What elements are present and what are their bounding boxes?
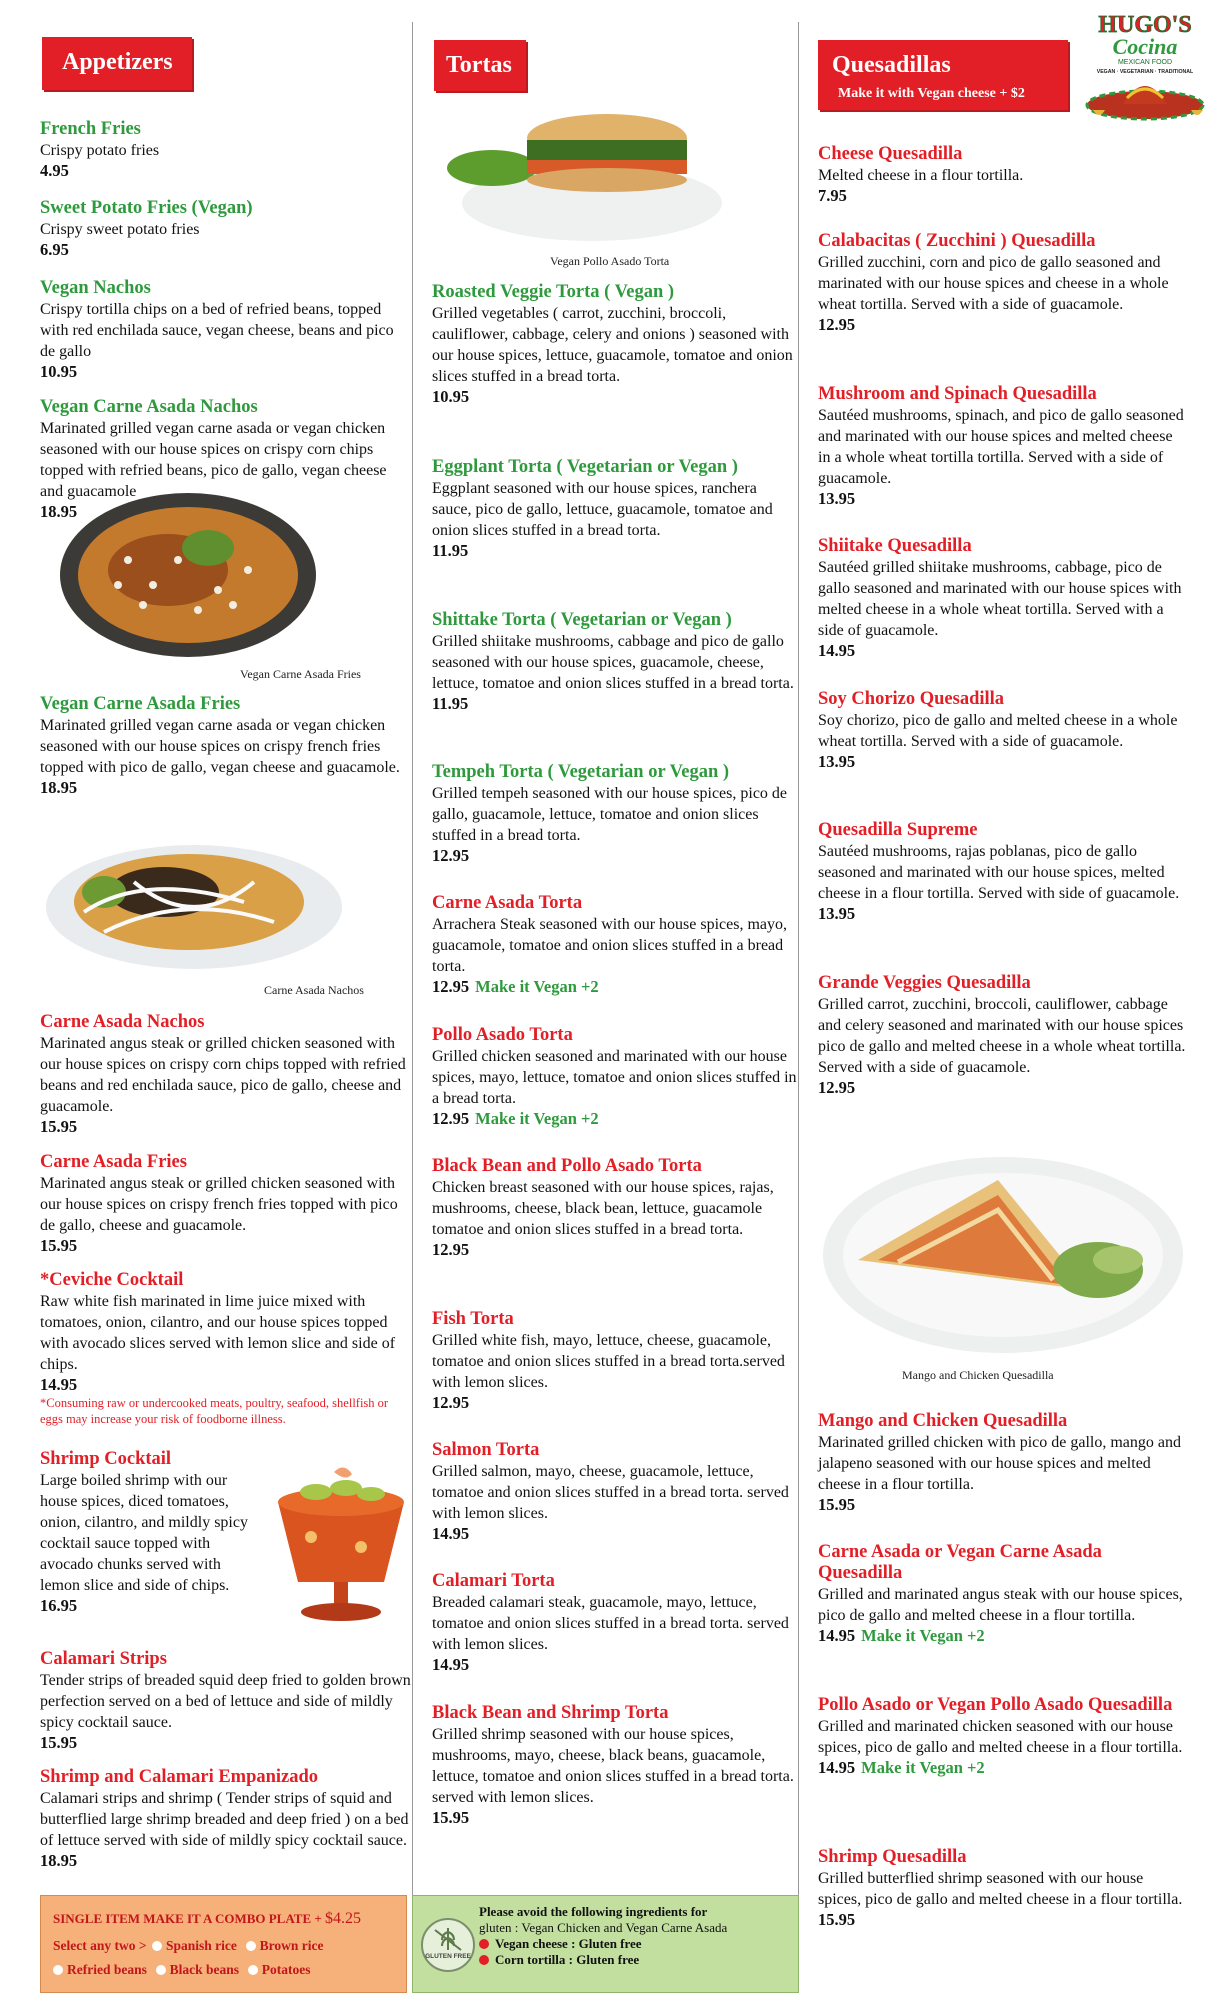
item-desc: Marinated grilled vegan carne asada or vegan chicken seasoned with our house spices on crispy corn chips topped with refried beans, pico de gallo, vegan cheese and guacamole [40, 420, 387, 500]
item-desc: Soy chorizo, pico de gallo and melted cheese in a whole wheat tortilla. Served with a side of guacamole. [818, 712, 1178, 750]
item-name: Salmon Torta [432, 1440, 540, 1460]
gluten-free-badge-text: GLUTEN FREE [425, 1953, 471, 1960]
item-name: Pollo Asado Torta [432, 1025, 573, 1045]
red-bullet-icon [479, 1955, 489, 1965]
item-price: 14.95 [818, 1626, 856, 1645]
menu-item [432, 1156, 800, 1260]
menu-item [40, 1012, 412, 1137]
item-desc: Melted cheese in a flour tortilla. [818, 167, 1024, 184]
combo-options-row-2 [53, 1962, 311, 1978]
item-name: Quesadilla Supreme [818, 820, 978, 840]
item-name: Shrimp Cocktail [40, 1449, 172, 1469]
menu-item [432, 762, 800, 866]
item-price: 15.95 [40, 1733, 78, 1752]
item-desc: Large boiled shrimp with our house spices, diced tomatoes, onion, cilantro, and mildly spicy cocktail sauce topped with avocado chunks served with lemon slice and side of chips. [40, 1472, 248, 1594]
tortas-title: Tortas [446, 52, 512, 78]
item-price: 14.95 [40, 1375, 78, 1394]
menu-item [40, 1767, 412, 1871]
menu-item [40, 1152, 412, 1256]
menu-item [432, 1025, 800, 1129]
item-price: 11.95 [432, 541, 469, 560]
item-name: Pollo Asado or Vegan Pollo Asado Quesadilla [818, 1695, 1173, 1715]
gluten-bullet [479, 1952, 789, 1968]
item-desc: Chicken breast seasoned with our house spices, rajas, mushrooms, cheese, black bean, lettuce, guacamole tomatoe and onion slices stuffed in a bread torta. [432, 1179, 774, 1238]
gluten-bullet [479, 1936, 789, 1952]
menu-item [818, 536, 1188, 661]
item-desc: Tender strips of breaded squid deep fried to golden brown perfection served on a bed of lettuce and side of mildly spicy cocktail sauce. [40, 1672, 411, 1731]
item-price: 10.95 [432, 387, 470, 406]
menu-item [432, 1703, 800, 1828]
menu-item [818, 689, 1188, 772]
item-name: Cheese Quesadilla [818, 144, 963, 164]
logo-categories: VEGAN · VEGETARIAN · TRADITIONAL [1096, 69, 1194, 75]
item-desc: Grilled butterflied shrimp seasoned with our house spices, pico de gallo and melted cheese in a flour tortilla. [818, 1870, 1183, 1908]
quesadillas-banner [818, 40, 1068, 110]
item-price: 14.95 [432, 1524, 470, 1543]
item-desc: Crispy tortilla chips on a bed of refried beans, topped with red enchilada sauce, vegan cheese, beans and pico de gallo [40, 301, 394, 360]
item-name: Roasted Veggie Torta ( Vegan ) [432, 282, 675, 302]
item-desc: Marinated grilled chicken with pico de gallo, mango and jalapeno seasoned with our house spices and melted cheese in a flour tortilla. [818, 1434, 1181, 1493]
item-desc: Eggplant seasoned with our house spices, ranchera sauce, pico de gallo, lettuce, guacamole, tomatoe and onion slices stuffed in a bread torta. [432, 480, 773, 539]
menu-item [40, 119, 412, 181]
item-name: Carne Asada Nachos [40, 1012, 205, 1032]
item-name: Shrimp and Calamari Empanizado [40, 1767, 319, 1787]
mango-chicken-quesadilla-photo [818, 1150, 1188, 1360]
item-desc: Calamari strips and shrimp ( Tender strips of squid and butterflied large shrimp breaded and deep fried ) on a bed of lettuce served with side of mildly spicy cocktail sauce. [40, 1790, 409, 1849]
photo-caption: Vegan Pollo Asado Torta [550, 254, 670, 268]
gluten-free-icon [421, 1918, 475, 1972]
item-name: Tempeh Torta ( Vegetarian or Vegan ) [432, 762, 730, 782]
item-price: 4.95 [40, 161, 69, 180]
menu-item [818, 973, 1188, 1098]
item-desc: Grilled zucchini, corn and pico de gallo seasoned and marinated with our house spices and cheese in a whole wheat tortilla. Served with a side of guacamole. [818, 254, 1169, 313]
quesadillas-title: Quesadillas [832, 52, 951, 78]
photo-caption: Mango and Chicken Quesadilla [902, 1368, 1054, 1382]
menu-item [40, 1270, 412, 1427]
item-name: Soy Chorizo Quesadilla [818, 689, 1005, 709]
item-price: 12.95 [432, 1393, 470, 1412]
item-price: 12.95 [818, 1078, 856, 1097]
option-bullet-icon [53, 1965, 63, 1975]
gluten-bullet-text: Corn tortilla : Gluten free [495, 1952, 640, 1967]
quesadillas-subtitle: Make it with Vegan cheese + $2 [838, 86, 1025, 101]
gluten-text [479, 1904, 789, 1968]
item-desc: Grilled shiitake mushrooms, cabbage and pico de gallo seasoned with our house spices, guacamole, cheese, lettuce, tomatoe and onion slices stuffed in a bread torta. [432, 633, 794, 692]
logo-subtitle: Cocina [1112, 34, 1178, 59]
combo-heading [53, 1910, 361, 1928]
item-name: Vegan Carne Asada Nachos [40, 397, 258, 417]
make-it-vegan: Make it Vegan +2 [475, 977, 599, 996]
item-desc: Grilled salmon, mayo, cheese, guacamole, lettuce, tomatoe and onion slices stuffed in a bread torta. served with lemon slices. [432, 1463, 789, 1522]
item-price: 14.95 [432, 1655, 470, 1674]
combo-option: Potatoes [261, 1962, 311, 1977]
item-price: 18.95 [40, 778, 78, 797]
item-name: Carne Asada Fries [40, 1152, 187, 1172]
logo-tagline: MEXICAN FOOD [1117, 59, 1173, 66]
menu-item [432, 1309, 800, 1413]
item-desc: Grilled and marinated chicken seasoned with our house spices, pico de gallo and melted cheese in a flour tortilla. [818, 1718, 1183, 1756]
carne-asada-nachos-photo [44, 832, 344, 972]
combo-option: Brown rice [259, 1938, 324, 1953]
item-price: 7.95 [818, 186, 847, 205]
item-name: Vegan Nachos [40, 278, 151, 298]
item-name: Carne Asada or Vegan Carne Asada Quesadilla [818, 1542, 1102, 1583]
appetizers-title: Appetizers [62, 49, 173, 75]
item-price: 12.95 [432, 977, 470, 996]
item-price: 15.95 [40, 1117, 78, 1136]
red-bullet-icon [479, 1939, 489, 1949]
item-price: 10.95 [40, 362, 78, 381]
item-desc: Sautéed mushrooms, spinach, and pico de gallo seasoned and marinated with our house spices and melted cheese in a whole wheat tortilla tortilla. Served with a side of guacamole. [818, 407, 1184, 487]
item-desc: Arrachera Steak seasoned with our house spices, mayo, guacamole, tomatoe and onion slices stuffed in a bread torta. [432, 916, 787, 975]
menu-item [432, 610, 800, 714]
option-bullet-icon [156, 1965, 166, 1975]
photo-caption: Carne Asada Nachos [264, 983, 364, 997]
item-desc: Grilled white fish, mayo, lettuce, cheese, guacamole, tomatoe and onion slices stuffed in a bread torta.served with lemon slices. [432, 1332, 785, 1391]
menu-item [818, 1542, 1188, 1646]
item-name: Calabacitas ( Zucchini ) Quesadilla [818, 231, 1096, 251]
item-price: 13.95 [818, 489, 856, 508]
make-it-vegan: Make it Vegan +2 [861, 1626, 985, 1645]
make-it-vegan: Make it Vegan +2 [475, 1109, 599, 1128]
combo-heading-text: SINGLE ITEM MAKE IT A COMBO PLATE + [53, 1911, 322, 1926]
vegan-pollo-asado-torta-photo [432, 108, 732, 248]
shrimp-cocktail-photo [266, 1462, 416, 1624]
menu-item [432, 1571, 800, 1675]
item-price: 12.95 [432, 1240, 470, 1259]
combo-option: Refried beans [67, 1962, 147, 1977]
gluten-free-box [412, 1895, 799, 1993]
logo-title: HUGO'S [1098, 12, 1192, 38]
item-desc: Grilled and marinated angus steak with our house spices, pico de gallo and melted cheese in a flour tortilla. [818, 1586, 1183, 1624]
item-name: Grande Veggies Quesadilla [818, 973, 1031, 993]
item-name: Eggplant Torta ( Vegetarian or Vegan ) [432, 457, 738, 477]
menu-item [432, 893, 800, 997]
item-desc: Grilled tempeh seasoned with our house spices, pico de gallo, guacamole, lettuce, tomatoe and onion slices stuffed in a bread torta. [432, 785, 788, 844]
make-it-vegan: Make it Vegan +2 [861, 1758, 985, 1777]
item-price: 14.95 [818, 641, 856, 660]
menu-item [40, 1649, 412, 1753]
item-desc: Sautéed grilled shiitake mushrooms, cabbage, pico de gallo seasoned and marinated with our house spices with melted cheese in a whole wheat tortilla. Served with a side of guacamole. [818, 559, 1182, 639]
menu-item [818, 384, 1188, 509]
combo-options-row-1 [53, 1938, 323, 1954]
item-price: 12.95 [818, 315, 856, 334]
item-price: 15.95 [818, 1910, 856, 1929]
item-name: Vegan Carne Asada Fries [40, 694, 241, 714]
item-name: Shittake Torta ( Vegetarian or Vegan ) [432, 610, 732, 630]
option-bullet-icon [248, 1965, 258, 1975]
option-bullet-icon [246, 1941, 256, 1951]
gluten-line-2: gluten : Vegan Chicken and Vegan Carne Asada [479, 1920, 728, 1935]
item-price: 15.95 [40, 1236, 78, 1255]
item-price: 15.95 [818, 1495, 856, 1514]
item-name: Mushroom and Spinach Quesadilla [818, 384, 1097, 404]
combo-option: Spanish rice [165, 1938, 237, 1953]
item-desc: Grilled shrimp seasoned with our house spices, mushrooms, mayo, cheese, black beans, guacamole, lettuce, tomatoe and onion slices stuffed in a bread torta. served with lemon slices. [432, 1726, 794, 1806]
item-price: 18.95 [40, 502, 78, 521]
item-desc: Marinated angus steak or grilled chicken seasoned with our house spices on crispy french fries topped with pico de gallo, cheese and guacamole. [40, 1175, 398, 1234]
item-desc: Sautéed mushrooms, rajas poblanas, pico de gallo seasoned and marinated with our house spices, melted cheese in a flour tortilla. Served with side of guacamole. [818, 843, 1180, 902]
menu-item [40, 198, 412, 260]
item-name: French Fries [40, 119, 141, 139]
item-desc: Grilled carrot, zucchini, broccoli, cauliflower, cabbage and celery seasoned and marinated with our house spices pico de gallo and melted cheese in a whole wheat tortilla. Served with a side of guacamole. [818, 996, 1186, 1076]
appetizers-banner [42, 37, 192, 90]
menu-item [432, 457, 800, 561]
item-price: 12.95 [432, 846, 470, 865]
item-price: 14.95 [818, 1758, 856, 1777]
foodborne-illness-note: *Consuming raw or undercooked meats, poultry, seafood, shellfish or eggs may increase your risk of foodborne illness. [40, 1396, 389, 1426]
menu-item [40, 278, 412, 382]
item-name: Calamari Torta [432, 1571, 555, 1591]
combo-select-label: Select any two > [53, 1938, 147, 1953]
item-name: Black Bean and Pollo Asado Torta [432, 1156, 702, 1176]
item-name: Fish Torta [432, 1309, 514, 1329]
menu-item [432, 1440, 800, 1544]
item-price: 13.95 [818, 752, 856, 771]
menu-item [818, 1847, 1188, 1930]
menu-item [818, 231, 1188, 335]
item-desc: Grilled vegetables ( carrot, zucchini, broccoli, cauliflower, cabbage, celery and onions ) seasoned with our house spices, lettuce, guacamole, tomatoe and onion slices stuffed in a bread torta. [432, 305, 793, 385]
item-desc: Crispy potato fries [40, 142, 160, 159]
item-name: Mango and Chicken Quesadilla [818, 1411, 1068, 1431]
menu-item [40, 694, 412, 798]
item-desc: Marinated grilled vegan carne asada or vegan chicken seasoned with our house spices on crispy french fries topped with pico de gallo, vegan cheese and guacamole. [40, 717, 400, 776]
item-name: Calamari Strips [40, 1649, 167, 1669]
combo-plate-box [40, 1895, 407, 1993]
menu-item [40, 1449, 262, 1616]
option-bullet-icon [152, 1941, 162, 1951]
item-price: 18.95 [40, 1851, 78, 1870]
item-name: Shrimp Quesadilla [818, 1847, 967, 1867]
item-price: 6.95 [40, 240, 69, 259]
combo-price: $4.25 [325, 1910, 362, 1927]
menu-item [818, 1695, 1188, 1778]
gluten-line-1: Please avoid the following ingredients for [479, 1904, 708, 1919]
item-price: 11.95 [432, 694, 469, 713]
column-divider [412, 22, 413, 1972]
menu-item [818, 820, 1188, 924]
item-desc: Marinated angus steak or grilled chicken seasoned with our house spices on crispy corn chips topped with refried beans and red enchilada sauce, pico de gallo, cheese and guacamole. [40, 1035, 406, 1115]
item-price: 16.95 [40, 1596, 78, 1615]
menu-item [818, 1411, 1188, 1515]
menu-item [818, 144, 1188, 206]
menu-item [432, 282, 800, 407]
item-price: 15.95 [432, 1808, 470, 1827]
item-desc: Grilled chicken seasoned and marinated with our house spices, mayo, lettuce, tomatoe and onion slices stuffed in a bread torta. [432, 1048, 797, 1107]
item-price: 12.95 [432, 1109, 470, 1128]
item-desc: Raw white fish marinated in lime juice mixed with tomatoes, onion, cilantro, and our house spices topped with avocado slices served with lemon slice and side of chips. [40, 1293, 396, 1373]
item-price: 13.95 [818, 904, 856, 923]
photo-caption: Vegan Carne Asada Fries [240, 667, 361, 681]
item-name: *Ceviche Cocktail [40, 1270, 184, 1290]
vegan-carne-asada-fries-photo [58, 490, 318, 660]
item-desc: Breaded calamari steak, guacamole, mayo, lettuce, tomatoe and onion slices stuffed in a bread torta. served with lemon slices. [432, 1594, 789, 1653]
item-name: Black Bean and Shrimp Torta [432, 1703, 669, 1723]
gluten-bullet-text: Vegan cheese : Gluten free [495, 1936, 642, 1951]
item-name: Carne Asada Torta [432, 893, 583, 913]
item-desc: Crispy sweet potato fries [40, 221, 200, 238]
hugos-cocina-logo [1083, 10, 1208, 128]
item-name: Shiitake Quesadilla [818, 536, 972, 556]
item-name: Sweet Potato Fries (Vegan) [40, 198, 253, 218]
tortas-banner [434, 40, 526, 91]
combo-option: Black beans [169, 1962, 240, 1977]
